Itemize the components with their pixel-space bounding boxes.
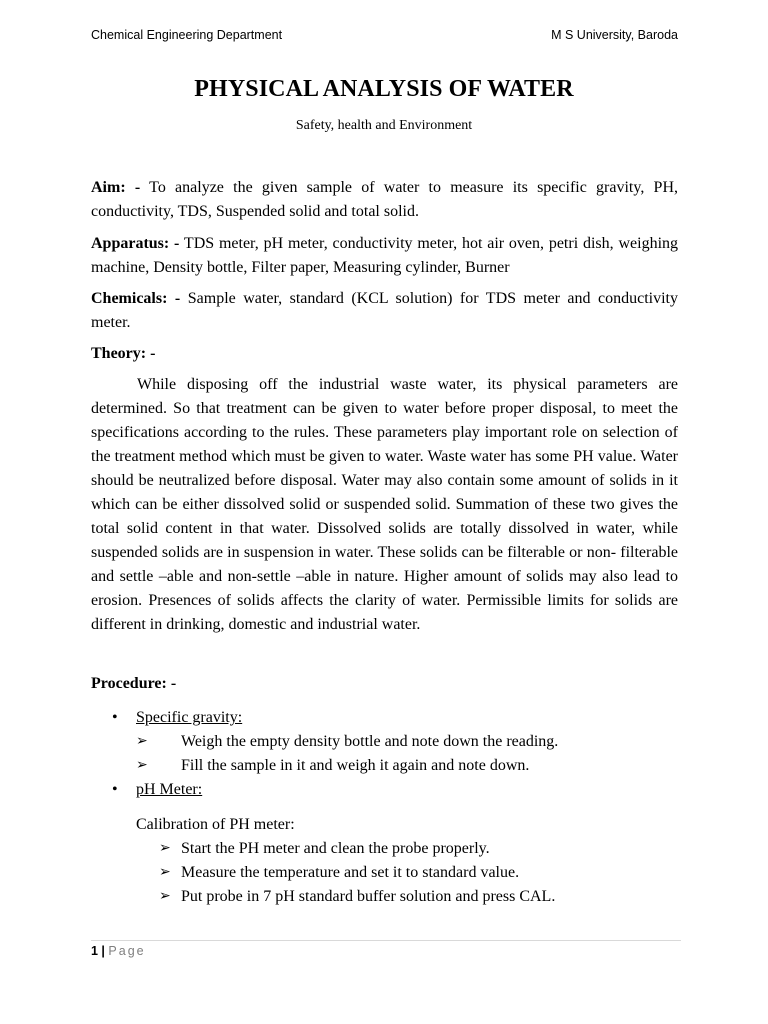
chemicals-section — [91, 287, 678, 334]
page-header — [91, 28, 678, 42]
ph-meter-heading: pH Meter: — [136, 781, 203, 798]
header-university: M S University, Baroda — [551, 28, 678, 42]
theory-label: Theory: - — [91, 345, 156, 362]
specific-gravity-step: Weigh the empty density bottle and note down the reading. — [181, 733, 559, 750]
apparatus-label: Apparatus: - — [91, 235, 180, 252]
ph-calibration-step: Start the PH meter and clean the probe properly. — [181, 840, 490, 857]
arrow-bullet-icon: ➢ — [136, 734, 148, 749]
chemicals-label: Chemicals: - — [91, 290, 181, 307]
aim-label: Aim: - — [91, 179, 141, 196]
page-footer — [91, 944, 146, 958]
footer-divider — [91, 940, 681, 941]
specific-gravity-heading: Specific gravity: — [136, 709, 243, 726]
header-department: Chemical Engineering Department — [91, 28, 283, 42]
theory-paragraph: While disposing off the industrial waste water, its physical parameters are determined. So that treatment can be given to water before proper disposal, to meet the specifications according to the rules. These parameters play important role on selection of the treatment method which must be given to water. Waste water has some PH value. Water should be neutralized before disposal. Water may also contain some amount of solids in it which can be either dissolved solid or suspended solid. Summation of these two gives the total solid content in that water. Dissolved solids are totally dissolved in water, while suspended solids are in suspension in water. These solids can be filterable or non- filterable and settle –able and non-settle –able in nature. Higher amount of solids may also lead to erosion. Presences of solids affects the clarity of water. Permissible limits for solids are different in drinking, domestic and industrial water. — [91, 376, 678, 633]
arrow-bullet-icon: ➢ — [159, 841, 171, 856]
ph-calibration-step: Measure the temperature and set it to standard value. — [181, 864, 520, 881]
aim-text: To analyze the given sample of water to measure its specific gravity, PH, conductivity, TDS, Suspended solid and total solid. — [91, 179, 679, 220]
footer-separator: | — [97, 944, 109, 958]
specific-gravity-step: Fill the sample in it and weigh it again and note down. — [181, 757, 530, 774]
arrow-bullet-icon: ➢ — [136, 758, 148, 773]
bullet-icon: • — [112, 781, 118, 798]
apparatus-text: TDS meter, pH meter, conductivity meter, hot air oven, petri dish, weighing machine, Density bottle, Filter paper, Measuring cylinder, Burner — [91, 235, 679, 276]
arrow-bullet-icon: ➢ — [159, 889, 171, 904]
page-number: 1 — [91, 944, 98, 958]
ph-calibration-heading: Calibration of PH meter: — [136, 816, 295, 833]
bullet-icon: • — [112, 709, 118, 726]
ph-calibration-step: Put probe in 7 pH standard buffer solution and press CAL. — [181, 888, 556, 905]
arrow-bullet-icon: ➢ — [159, 865, 171, 880]
page-label: Page — [108, 944, 146, 958]
page-title: PHYSICAL ANALYSIS OF WATER — [194, 76, 574, 102]
page-subtitle: Safety, health and Environment — [295, 118, 473, 133]
apparatus-section — [91, 232, 678, 279]
procedure-label: Procedure: - — [91, 675, 177, 692]
chemicals-text: Sample water, standard (KCL solution) for TDS meter and conductivity meter. — [91, 290, 679, 331]
aim-section — [91, 176, 678, 223]
